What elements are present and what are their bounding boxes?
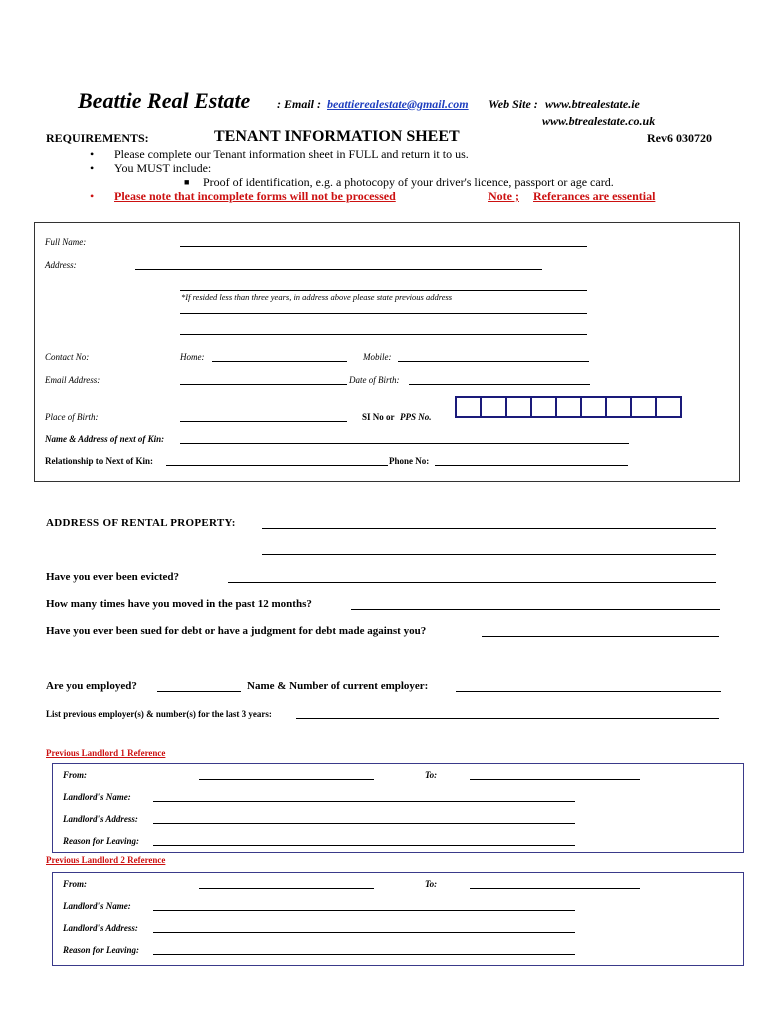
sued-question: Have you ever been sued for debt or have a judgment for debt made against you? — [46, 625, 427, 637]
home-phone-field[interactable] — [212, 361, 347, 362]
previous-address-line-1[interactable] — [180, 313, 587, 314]
note-label: Note ; — [488, 189, 519, 203]
landlord-1-from-field[interactable] — [199, 779, 374, 780]
landlord-2-name-label: Landlord's Name: — [63, 901, 131, 911]
landlord-1-name-label: Landlord's Name: — [63, 792, 131, 802]
landlord-1-reason-field[interactable] — [153, 845, 575, 846]
pps-digit-box[interactable] — [632, 398, 657, 416]
landlord-1-to-field[interactable] — [470, 779, 640, 780]
requirement-item-2: You MUST include: — [114, 161, 212, 175]
bullet-icon: • — [90, 147, 95, 161]
landlord-2-reason-field[interactable] — [153, 954, 575, 955]
landlord-1-to-label: To: — [425, 770, 438, 780]
landlord-2-from-field[interactable] — [199, 888, 374, 889]
next-of-kin-field[interactable] — [180, 443, 629, 444]
place-of-birth-field[interactable] — [180, 421, 347, 422]
employed-question: Are you employed? — [46, 680, 137, 692]
relationship-label: Relationship to Next of Kin: — [45, 456, 153, 466]
landlord-2-address-field[interactable] — [153, 932, 575, 933]
landlord-1-section — [52, 763, 744, 853]
pps-digit-box[interactable] — [557, 398, 582, 416]
contact-label: Contact No: — [45, 352, 90, 362]
home-label: Home: — [180, 352, 205, 362]
employer-field[interactable] — [456, 691, 721, 692]
landlord-2-heading: Previous Landlord 2 Reference — [46, 855, 166, 865]
email-label: : Email : — [277, 97, 321, 111]
references-warning: Referances are essential — [533, 189, 656, 203]
bullet-icon: • — [90, 161, 95, 175]
next-of-kin-label: Name & Address of next of Kin: — [45, 434, 165, 444]
landlord-2-to-field[interactable] — [470, 888, 640, 889]
requirement-item-1: Please complete our Tenant information sheet in FULL and return it to us. — [114, 147, 469, 161]
pps-digit-box[interactable] — [607, 398, 632, 416]
previous-employers-field[interactable] — [296, 718, 719, 719]
pps-number-boxes[interactable] — [455, 396, 682, 418]
website-link-ie[interactable]: www.btrealestate.ie — [545, 97, 640, 111]
pps-digit-box[interactable] — [457, 398, 482, 416]
dob-label: Date of Birth: — [349, 375, 400, 385]
revision: Rev6 030720 — [647, 131, 712, 145]
previous-employers-label: List previous employer(s) & number(s) for the last 3 years: — [46, 709, 272, 719]
phone-label: Phone No: — [389, 456, 430, 466]
email-address-field[interactable] — [180, 384, 347, 385]
employer-label: Name & Number of current employer: — [247, 680, 429, 692]
company-name: Beattie Real Estate — [78, 88, 251, 113]
previous-address-line-2[interactable] — [180, 334, 587, 335]
address-field-line-1[interactable] — [135, 269, 542, 270]
landlord-1-reason-label: Reason for Leaving: — [63, 836, 139, 846]
pps-digit-box[interactable] — [482, 398, 507, 416]
moved-answer-field[interactable] — [351, 609, 720, 610]
evicted-question: Have you ever been evicted? — [46, 571, 179, 583]
full-name-label: Full Name: — [45, 237, 87, 247]
requirements-heading: REQUIREMENTS: — [46, 131, 149, 145]
moved-question: How many times have you moved in the past 12 months? — [46, 598, 312, 610]
pps-no-label: PPS No. — [400, 412, 432, 422]
landlord-1-name-field[interactable] — [153, 801, 575, 802]
incomplete-warning: Please note that incomplete forms will not be processed — [114, 189, 396, 203]
rental-address-field-2[interactable] — [262, 554, 716, 555]
rental-address-field-1[interactable] — [262, 528, 716, 529]
landlord-1-heading: Previous Landlord 1 Reference — [46, 748, 166, 758]
email-link[interactable]: beattierealestate@gmail.com — [327, 97, 469, 111]
landlord-2-name-field[interactable] — [153, 910, 575, 911]
sued-answer-field[interactable] — [482, 636, 719, 637]
mobile-label: Mobile: — [363, 352, 392, 362]
address-note: *If resided less than three years, in address above please state previous address — [181, 292, 453, 302]
pps-digit-box[interactable] — [582, 398, 607, 416]
landlord-1-address-label: Landlord's Address: — [63, 814, 138, 824]
bullet-icon: • — [90, 189, 95, 203]
relationship-field[interactable] — [166, 465, 388, 466]
pps-digit-box[interactable] — [657, 398, 680, 416]
employed-answer-field[interactable] — [157, 691, 241, 692]
landlord-2-section — [52, 872, 744, 966]
website-link-uk[interactable]: www.btrealestate.co.uk — [542, 114, 656, 128]
email-address-label: Email Address: — [45, 375, 101, 385]
landlord-2-to-label: To: — [425, 879, 438, 889]
next-of-kin-phone-field[interactable] — [435, 465, 628, 466]
si-no-label: SI No or — [362, 412, 395, 422]
address-label: Address: — [45, 260, 77, 270]
landlord-2-from-label: From: — [63, 879, 88, 889]
pps-digit-box[interactable] — [507, 398, 532, 416]
landlord-1-address-field[interactable] — [153, 823, 575, 824]
address-field-line-2[interactable] — [180, 290, 587, 291]
landlord-2-reason-label: Reason for Leaving: — [63, 945, 139, 955]
square-bullet-icon: ■ — [184, 177, 190, 187]
website-label: Web Site : — [488, 97, 538, 111]
full-name-field[interactable] — [180, 246, 587, 247]
dob-field[interactable] — [409, 384, 590, 385]
landlord-2-address-label: Landlord's Address: — [63, 923, 138, 933]
rental-address-label: ADDRESS OF RENTAL PROPERTY: — [46, 517, 236, 529]
landlord-1-from-label: From: — [63, 770, 88, 780]
mobile-phone-field[interactable] — [398, 361, 589, 362]
form-title: TENANT INFORMATION SHEET — [214, 128, 460, 145]
requirement-subitem-1: Proof of identification, e.g. a photocopy of your driver's licence, passport or age card. — [203, 175, 614, 189]
pps-digit-box[interactable] — [532, 398, 557, 416]
place-of-birth-label: Place of Birth: — [45, 412, 99, 422]
evicted-answer-field[interactable] — [228, 582, 716, 583]
